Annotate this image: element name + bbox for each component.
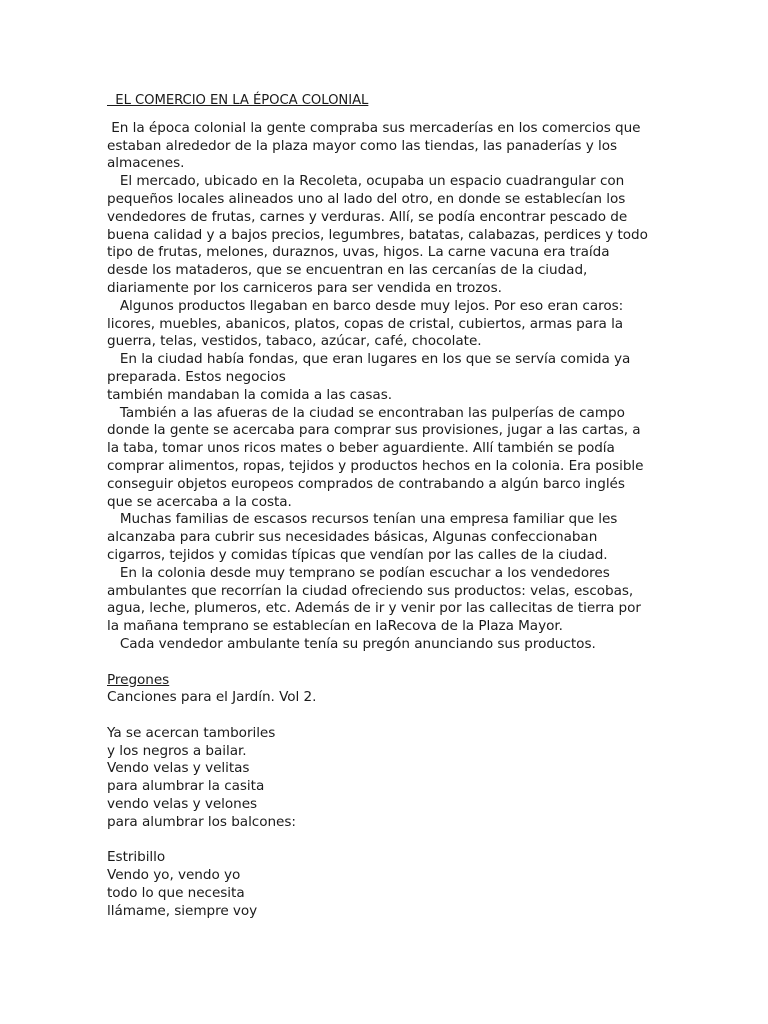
body-line: preparada. Estos negocios xyxy=(107,368,286,385)
verse-line: y los negros a bailar. xyxy=(107,742,247,759)
chorus-line: llámame, siempre voy xyxy=(107,902,258,919)
body-line: también mandaban la comida a las casas. xyxy=(107,386,392,403)
body-line: guerra, telas, vestidos, tabaco, azúcar, café, chocolate. xyxy=(107,333,482,350)
verse-line: Vendo velas y velitas xyxy=(107,760,250,777)
body-line: Algunos productos llegaban en barco desde muy lejos. Por eso eran caros: xyxy=(107,297,624,314)
body-line: cigarros, tejidos y comidas típicas que vendían por las calles de la ciudad. xyxy=(107,546,608,563)
verse-line: Ya se acercan tamboriles xyxy=(107,724,276,741)
body-line: alcanzaba para cubrir sus necesidades básicas, Algunas confeccionaban xyxy=(107,529,598,546)
body-text xyxy=(107,120,667,654)
body-line: conseguir objetos europeos comprados de contrabando a algún barco inglés xyxy=(107,475,625,492)
body-line: estaban alrededor de la plaza mayor como las tiendas, las panaderías y los xyxy=(107,137,618,154)
document-title: EL COMERCIO EN LA ÉPOCA COLONIAL xyxy=(107,93,369,108)
chorus-line: todo lo que necesita xyxy=(107,885,245,902)
spacer xyxy=(107,654,667,672)
body-line: En la ciudad había fondas, que eran lugares en los que se servía comida ya xyxy=(107,351,631,368)
body-line: El mercado, ubicado en la Recoleta, ocupaba un espacio cuadrangular con xyxy=(107,173,625,190)
verse-line: para alumbrar los balcones: xyxy=(107,813,296,830)
body-line: Muchas familias de escasos recursos tenían una empresa familiar que les xyxy=(107,511,618,528)
body-line: donde la gente se acercaba para comprar sus provisiones, jugar a las cartas, a xyxy=(107,422,641,439)
body-line: diariamente por los carniceros para ser vendida en trozos. xyxy=(107,279,502,296)
verse-line: para alumbrar la casita xyxy=(107,778,265,795)
body-line: En la época colonial la gente compraba sus mercaderías en los comercios que xyxy=(107,119,641,136)
body-line: ambulantes que recorrían la ciudad ofreciendo sus productos: velas, escobas, xyxy=(107,582,634,599)
song-section xyxy=(107,672,667,921)
song-heading: Pregones xyxy=(107,671,170,688)
body-line: almacenes. xyxy=(107,155,185,172)
spacer xyxy=(107,832,667,850)
body-line: También a las afueras de la ciudad se encontraban las pulperías de campo xyxy=(107,404,625,421)
document-page xyxy=(107,92,667,921)
body-line: la taba, tomar unos ricos mates o beber aguardiente. Allí también se podía xyxy=(107,440,615,457)
body-line: Cada vendedor ambulante tenía su pregón anunciando sus productos. xyxy=(107,635,596,652)
chorus-line: Vendo yo, vendo yo xyxy=(107,867,241,884)
body-line: tipo de frutas, melones, duraznos, uvas, higos. La carne vacuna era traída xyxy=(107,244,610,261)
song-source: Canciones para el Jardín. Vol 2. xyxy=(107,689,317,706)
verse-line: vendo velas y velones xyxy=(107,796,258,813)
body-line: buena calidad y a bajos precios, legumbres, batatas, calabazas, perdices y todo xyxy=(107,226,648,243)
chorus-heading: Estribillo xyxy=(107,849,166,866)
body-line: En la colonia desde muy temprano se podían escuchar a los vendedores xyxy=(107,564,610,581)
body-line: licores, muebles, abanicos, platos, copas de cristal, cubiertos, armas para la xyxy=(107,315,624,332)
body-line: comprar alimentos, ropas, tejidos y productos hechos en la colonia. Era posible xyxy=(107,457,644,474)
body-line: agua, leche, plumeros, etc. Además de ir y venir por las callecitas de tierra por xyxy=(107,600,641,617)
body-line: vendedores de frutas, carnes y verduras. Allí, se podía encontrar pescado de xyxy=(107,208,628,225)
body-line: pequeños locales alineados uno al lado del otro, en donde se establecían los xyxy=(107,190,626,207)
body-line: desde los mataderos, que se encuentran en las cercanías de la ciudad, xyxy=(107,262,588,279)
body-line: la mañana temprano se establecían en laRecova de la Plaza Mayor. xyxy=(107,618,563,635)
spacer xyxy=(107,707,667,725)
body-line: que se acercaba a la costa. xyxy=(107,493,292,510)
